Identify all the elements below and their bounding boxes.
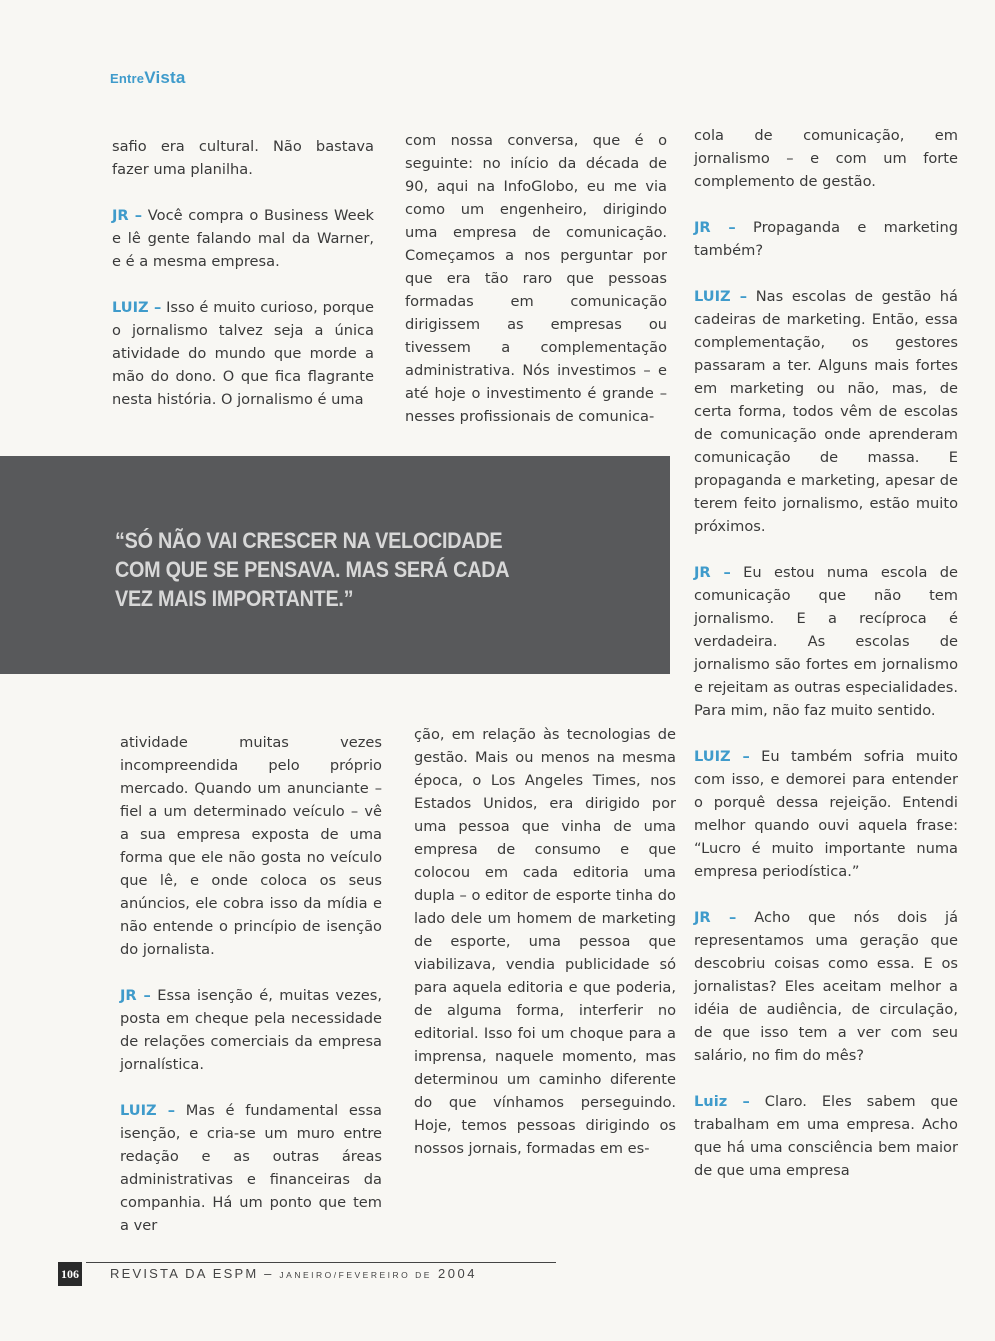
paragraph-text: Claro. Eles sabem que trabalham em uma empresa. Acho que há uma consciência bem maior de que uma empresa: [694, 1093, 958, 1179]
paragraph-text: Eu estou numa escola de comunicação que não tem jornalismo. E a recíproca é verdadeira. As escolas de jornalismo são fortes em jornalismo e rejeitam as outras especialidades. Para mim, não faz muito sentido.: [694, 564, 958, 719]
issue-year: 2004: [431, 1266, 477, 1281]
section-tag: [110, 68, 186, 88]
footer-rule: [86, 1262, 556, 1263]
paragraph: atividade muitas vezes incompreendida pelo próprio mercado. Quando um anunciante – fiel a um determinado veículo – vê a sua empresa exposta de uma forma que ele não gosta no veículo que lê, e onde coloca os seus anúncios, ele cobra isso da mídia e não entende o princípio de isenção do jornalista.: [120, 734, 382, 958]
paragraph: [694, 285, 958, 538]
paragraph: [120, 1099, 382, 1237]
paragraph: cola de comunicação, em jornalismo – e com um forte complemento de gestão.: [694, 127, 958, 190]
paragraph: com nossa conversa, que é o seguinte: no início da década de 90, aqui na InfoGlobo, eu me via como um engenheiro, dirigindo uma empresa de comunicação. Começamos a nos perguntar por que era tão raro que pessoas formadas em comunicação dirigissem as empresas ou tivessem a complementação administrativa. Nós investimos – e até hoje o investimento é grande – nesses profissionais de comunica-: [405, 132, 667, 425]
pull-quote: “SÓ NÃO VAI CRESCER NA VELOCIDADE COM QUE SE PENSAVA. MAS SERÁ CADA VEZ MAIS IMPORTANTE.”: [115, 528, 509, 611]
paragraph-text: Nas escolas de gestão há cadeiras de marketing. Então, essa complementação, os gestores passaram a ter. Alguns mais fortes em marketing ou não, mas, de certa forma, todos vêm de escolas de comunicação onde aprenderam comunicação de massa. E propaganda e marketing, apesar de terem feito jornalismo, estão muito próximos.: [694, 288, 958, 535]
paragraph-text: Isso é muito curioso, porque o jornalismo talvez seja a única atividade do mundo que morde a mão do dono. O que fica flagrante nesta história. O jornalismo é uma: [112, 299, 374, 408]
paragraph-text: Acho que nós dois já representamos uma geração que descobriu coisas como essa. E os jornalistas? Eles aceitam melhor a idéia de audiência, de circulação, de que isso tem a ver com seu salário, no fim do mês?: [694, 909, 959, 1064]
page-footer: [58, 1262, 508, 1288]
paragraph-text: Mas é fundamental essa isenção, e cria-se um muro entre redação e as outras áreas administrativas e financeiras da companhia. Há um ponto que tem a ver: [120, 1102, 382, 1234]
speaker-label: JR –: [112, 207, 143, 224]
paragraph: [694, 906, 958, 1067]
column-1-bottom: [120, 731, 382, 1237]
footer-separator: –: [258, 1266, 280, 1281]
paragraph: [112, 204, 374, 273]
speaker-label: JR –: [694, 564, 731, 581]
issue-date: JANEIRO/FEVEREIRO DE: [279, 1270, 432, 1280]
paragraph: [694, 561, 958, 722]
footer-publication: [110, 1266, 477, 1281]
column-2-bottom: [414, 723, 676, 1160]
paragraph-text: Você compra o Business Week e lê gente falando mal da Warner, e é a mesma empresa.: [112, 207, 374, 270]
paragraph: [120, 984, 382, 1076]
paragraph-text: Eu também sofria muito com isso, e demorei para entender o porquê dessa rejeição. Entendi melhor quando ouvi aquela frase: “Lucro é muito importante numa empresa periodística.”: [694, 748, 958, 880]
paragraph-text: Essa isenção é, muitas vezes, posta em cheque pela necessidade de relações comerciais da empresa jornalística.: [120, 987, 383, 1073]
speaker-label: JR –: [120, 987, 151, 1004]
paragraph: [112, 296, 374, 411]
paragraph: [694, 216, 958, 262]
column-1-top: [112, 135, 374, 411]
section-tag-prefix: Entre: [110, 71, 145, 86]
paragraph: [694, 745, 958, 883]
publication-name: REVISTA DA ESPM: [110, 1266, 259, 1281]
section-tag-suffix: Vista: [144, 68, 186, 87]
paragraph: safio era cultural. Não bastava fazer uma planilha.: [112, 138, 374, 178]
speaker-label: LUIZ –: [694, 288, 748, 305]
speaker-label: Luiz –: [694, 1093, 750, 1110]
paragraph-text: Propaganda e marketing também?: [694, 219, 958, 259]
paragraph: [694, 1090, 958, 1182]
column-2-top: [405, 129, 667, 428]
speaker-label: LUIZ –: [112, 299, 162, 316]
speaker-label: JR –: [694, 909, 737, 926]
speaker-label: LUIZ –: [120, 1102, 176, 1119]
speaker-label: JR –: [694, 219, 736, 236]
page-number: 106: [58, 1262, 82, 1286]
speaker-label: LUIZ –: [694, 748, 750, 765]
column-3: [694, 124, 958, 1182]
paragraph: ção, em relação às tecnologias de gestão. Mais ou menos na mesma época, o Los Angeles Times, nos Estados Unidos, era dirigido por uma pessoa que vinha de uma empresa de consumo e que colocou em cada editoria uma dupla – o editor de esporte tinha do lado dele um homem de marketing de esporte, uma pessoa que viabilizava, vendia publicidade só para aquela editoria e que poderia, de alguma forma, interferir no editorial. Isso foi um choque para a imprensa, naquele momento, mas determinou um caminho diferente do que vínhamos perseguindo. Hoje, temos pessoas dirigindo os nossos jornais, formadas em es-: [414, 726, 676, 1157]
